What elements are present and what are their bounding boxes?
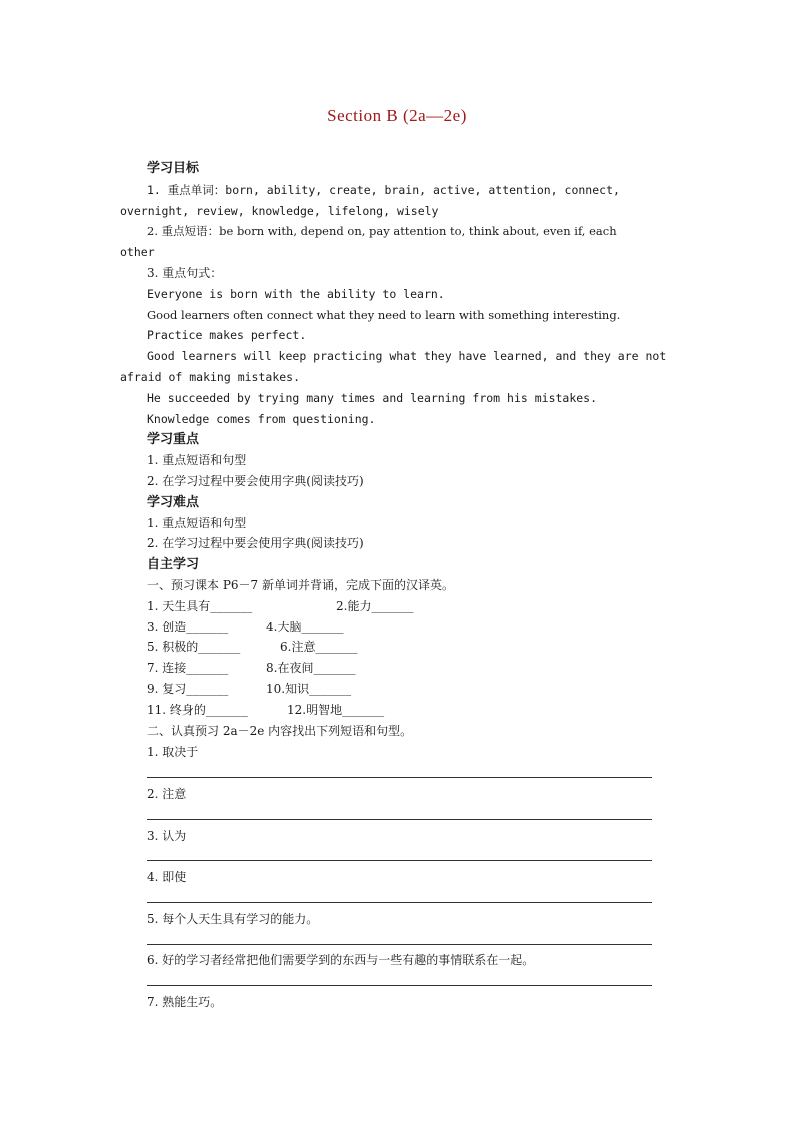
- vocab-blank[interactable]: 1. 天生具有_______: [147, 599, 253, 613]
- vocab-blank[interactable]: 12.明智地_______: [287, 703, 385, 717]
- question-item: 2. 注意: [147, 787, 187, 801]
- vocab-blank[interactable]: 11. 终身的_______: [147, 703, 248, 717]
- answer-line[interactable]: [147, 944, 652, 945]
- goal-item-3: 3. 重点句式：: [147, 266, 223, 280]
- page-title: Section B (2a—2e): [327, 106, 467, 125]
- vocab-blank[interactable]: 9. 复习_______: [147, 682, 229, 696]
- section-heading-goals: 学习目标: [147, 161, 200, 176]
- difficulty-item: 2. 在学习过程中要会使用字典(阅读技巧): [147, 536, 364, 550]
- answer-line[interactable]: [147, 860, 652, 861]
- vocab-blank[interactable]: 7. 连接_______: [147, 661, 229, 675]
- key-sentence: Good learners often connect what they need to learn with something interesting.: [147, 308, 621, 322]
- question-item: 1. 取决于: [147, 745, 199, 759]
- key-sentence: Practice makes perfect.: [147, 328, 307, 342]
- section-heading-difficulties: 学习难点: [147, 495, 200, 510]
- goal-item-2-cont: other: [120, 245, 155, 259]
- key-sentence-cont: afraid of making mistakes.: [120, 370, 301, 384]
- key-sentence: He succeeded by trying many times and learning from his mistakes.: [147, 391, 598, 405]
- vocab-blank[interactable]: 4.大脑_______: [266, 620, 344, 634]
- goal-item-1: 1. 重点单词：born, ability, create, brain, active, attention, connect,: [147, 183, 620, 197]
- question-item: 6. 好的学习者经常把他们需要学到的东西与一些有趣的事情联系在一起。: [147, 953, 535, 967]
- answer-line[interactable]: [147, 819, 652, 820]
- goal-item-2: 2. 重点短语：be born with, depend on, pay attention to, think about, even if, each: [147, 224, 617, 238]
- section-heading-key-points: 学习重点: [147, 432, 200, 447]
- vocab-blank[interactable]: 2.能力_______: [336, 599, 414, 613]
- vocab-blank[interactable]: 5. 积极的_______: [147, 640, 241, 654]
- section-heading-self-study: 自主学习: [147, 557, 200, 572]
- answer-line[interactable]: [147, 902, 652, 903]
- vocab-blank[interactable]: 10.知识_______: [266, 682, 352, 696]
- key-point-item: 2. 在学习过程中要会使用字典(阅读技巧): [147, 474, 364, 488]
- difficulty-item: 1. 重点短语和句型: [147, 516, 247, 530]
- vocab-blank[interactable]: 3. 创造_______: [147, 620, 229, 634]
- key-point-item: 1. 重点短语和句型: [147, 453, 247, 467]
- question-item: 4. 即使: [147, 870, 187, 884]
- key-sentence: Knowledge comes from questioning.: [147, 412, 376, 426]
- goal-item-1-cont: overnight, review, knowledge, lifelong, wisely: [120, 204, 439, 218]
- answer-line[interactable]: [147, 985, 652, 986]
- question-item: 5. 每个人天生具有学习的能力。: [147, 912, 319, 926]
- part-two-instruction: 二、认真预习 2a－2e 内容找出下列短语和句型。: [147, 724, 413, 738]
- key-sentence: Good learners will keep practicing what they have learned, and they are not: [147, 349, 667, 363]
- question-item: 3. 认为: [147, 829, 187, 843]
- part-one-instruction: 一、预习课本 P6－7 新单词并背诵，完成下面的汉译英。: [147, 578, 454, 592]
- key-sentence: Everyone is born with the ability to learn.: [147, 287, 445, 301]
- vocab-blank[interactable]: 8.在夜间_______: [266, 661, 356, 675]
- vocab-blank[interactable]: 6.注意_______: [280, 640, 358, 654]
- answer-line[interactable]: [147, 777, 652, 778]
- question-item: 7. 熟能生巧。: [147, 995, 223, 1009]
